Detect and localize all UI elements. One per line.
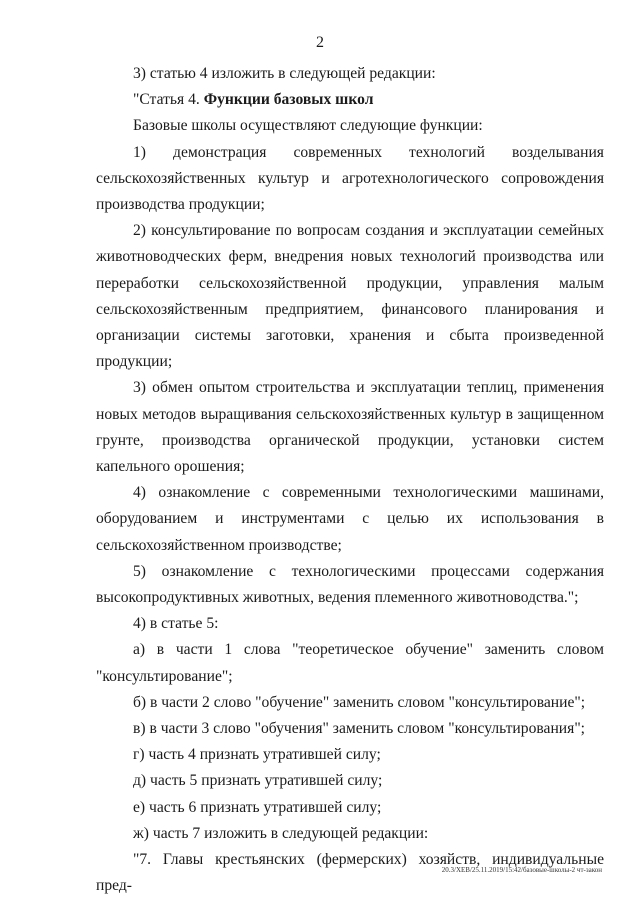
list-item-amendment-g: г) часть 4 признать утратившей силу; xyxy=(133,746,381,764)
list-item-function-4: 4) ознакомление с современными технологическими машинами, оборудованием и инструментами с целью их использования в сельскохозяйственном производстве; xyxy=(96,484,604,554)
document-footer-code: 20.3/ХЕВ/25.11.2019/15:42/базовые-школы-2 чт-закон xyxy=(441,866,602,874)
paragraph-amend-article-5: 4) в статье 5: xyxy=(133,615,219,633)
article-4-heading xyxy=(96,87,604,113)
list-item-amendment-b: б) в части 2 слово "обучение" заменить словом "консультирование"; xyxy=(133,693,586,711)
list-item-amendment-d: д) часть 5 признать утратившей силу; xyxy=(133,772,383,790)
list-item-function-3: 3) обмен опытом строительства и эксплуатации теплиц, применения новых методов выращивания сельскохозяйственных культур в защищенном грунте, производства органической продукции, установки систем капельного орошения; xyxy=(96,379,604,476)
paragraph-functions-intro: Базовые школы осуществляют следующие функции: xyxy=(133,117,483,135)
list-item-function-1: 1) демонстрация современных технологий возделывания сельскохозяйственных культур и агротехнологического сопровождения производства продукции; xyxy=(96,143,604,214)
document-body xyxy=(96,61,604,900)
list-item-amendment-v: в) в части 3 слово "обучения" заменить словом "консультирования"; xyxy=(133,720,586,738)
list-item-function-5: 5) ознакомление с технологическими процессами содержания высокопродуктивных животных, ведения племенного животноводства."; xyxy=(96,562,604,607)
paragraph-amend-article-4: 3) статью 4 изложить в следующей редакции: xyxy=(133,65,436,82)
article-4-number: "Статья 4. xyxy=(133,91,204,109)
paragraph-part-7-text: "7. Главы крестьянских (фермерских) хозяйств, индивидуальные пред- xyxy=(96,851,604,895)
list-item-amendment-e: е) часть 6 признать утратившей силу; xyxy=(133,798,382,816)
list-item-amendment-a: а) в части 1 слова "теоретическое обучение" заменить словом "консультирование"; xyxy=(96,641,604,685)
page-number: 2 xyxy=(316,34,324,51)
article-4-title: Функции базовых школ xyxy=(203,91,374,109)
list-item-amendment-zh: ж) часть 7 изложить в следующей редакции: xyxy=(133,824,429,842)
list-item-function-2: 2) консультирование по вопросам создания и эксплуатации семейных животноводческих ферм, внедрения новых технологий производства или переработки сельскохозяйственной продукции, управления малым сельскохозяйственным предприятием, финансового планирования и организации системы заготовки, хранения и сбыта произведенной продукции; xyxy=(96,222,604,371)
